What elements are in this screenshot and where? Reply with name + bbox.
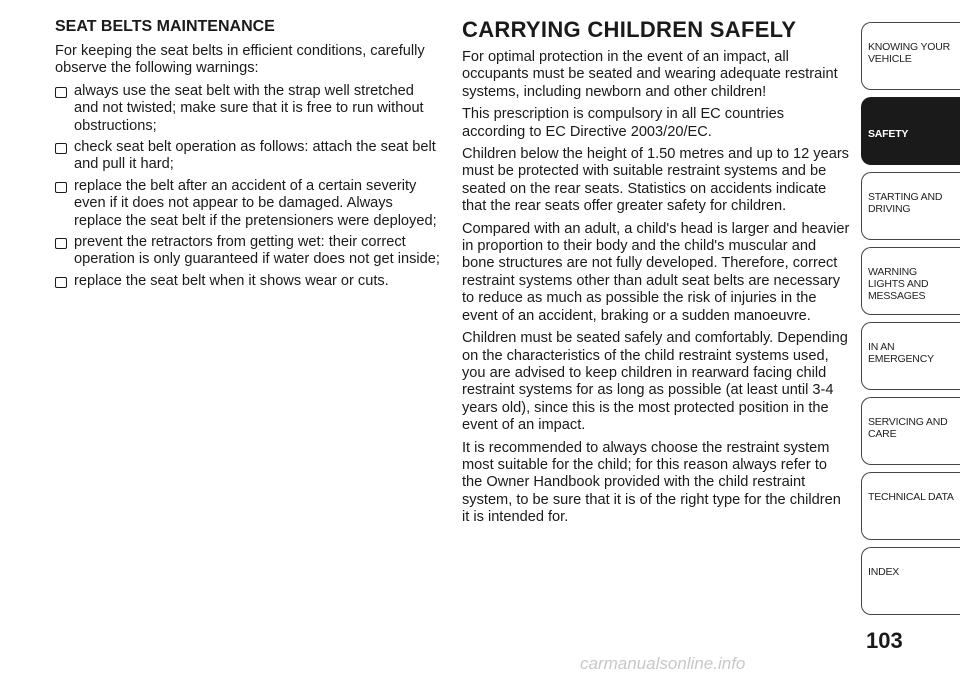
section-heading-carrying-children: CARRYING CHILDREN SAFELY (462, 17, 797, 42)
left-column (55, 17, 440, 294)
checkbox-bullet-icon (55, 143, 67, 154)
paragraph: It is recommended to always choose the restraint system most suitable for the child; for this reason always refer to the Owner Handbook provided with the child restraint system, to be sure that it is of the right type for the children it is intended for. (462, 439, 841, 526)
checkbox-bullet-icon (55, 277, 67, 288)
page-number: 103 (866, 628, 903, 653)
bullet-item: always use the seat belt with the strap well stretched and not twisted; make sure that it is free to run without obstructions; (55, 83, 440, 135)
checkbox-bullet-icon (55, 182, 67, 193)
bullet-item: check seat belt operation as follows: attach the seat belt and pull it hard; (55, 139, 440, 174)
right-column (462, 17, 850, 532)
tab-starting-and-driving[interactable]: STARTING AND DRIVING (861, 172, 960, 240)
paragraph: Children below the height of 1.50 metres and up to 12 years must be protected with suitable restraint systems and be seated on the rear seats. Statistics on accidents indicate that the rear seats offer greater safety for children. (462, 146, 849, 215)
tab-index[interactable]: INDEX (861, 547, 960, 615)
checkbox-bullet-icon (55, 238, 67, 249)
tab-knowing-your-vehicle[interactable]: KNOWING YOUR VEHICLE (861, 22, 960, 90)
tab-technical-data[interactable]: TECHNICAL DATA (861, 472, 960, 540)
paragraph: For optimal protection in the event of an impact, all occupants must be seated and wearing adequate restraint systems, including newborn and other children! (462, 49, 838, 100)
section-heading-seat-belts: SEAT BELTS MAINTENANCE (55, 18, 275, 35)
paragraph: Compared with an adult, a child's head is larger and heavier in proportion to their body and the child's muscular and bone structures are not fully developed. Therefore, correct restraint systems other than adult seat belts are necessary to reduce as much as possible the risk of injuries in the event of an accident, braking or a sudden manoeuvre. (462, 220, 850, 324)
tab-warning-lights[interactable]: WARNING LIGHTS AND MESSAGES (861, 247, 960, 315)
intro-paragraph: For keeping the seat belts in efficient conditions, carefully observe the following warnings: (55, 43, 425, 77)
bullet-item: prevent the retractors from getting wet: their correct operation is only guaranteed if water does not get inside; (55, 234, 440, 269)
bullet-item: replace the belt after an accident of a certain severity even if it does not appear to be damaged. Always replace the seat belt if the pretensioners were deployed; (55, 178, 440, 230)
checkbox-bullet-icon (55, 87, 67, 98)
bullet-item: replace the seat belt when it shows wear or cuts. (55, 273, 440, 290)
tab-servicing-and-care[interactable]: SERVICING AND CARE (861, 397, 960, 465)
chapter-tabs (861, 22, 960, 622)
watermark: carmanualsonline.info (580, 654, 746, 673)
tab-in-an-emergency[interactable]: IN AN EMERGENCY (861, 322, 960, 390)
tab-safety[interactable]: SAFETY (861, 97, 960, 165)
paragraph: Children must be seated safely and comfortably. Depending on the characteristics of the child restraint systems used, you are advised to keep children in rearward facing child restraint systems for as long as possible (at least until 3-4 years old), since this is the most protected position in the event of an impact. (462, 330, 848, 434)
paragraph: This prescription is compulsory in all EC countries according to EC Directive 2003/20/EC. (462, 106, 784, 140)
